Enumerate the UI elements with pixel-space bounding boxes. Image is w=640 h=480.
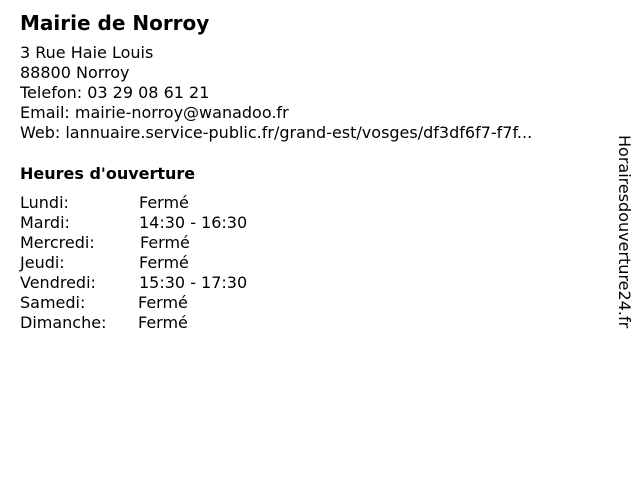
email-address: Email: mairie-norroy@wanadoo.fr xyxy=(20,103,289,122)
website-link[interactable]: Web: lannuaire.service-public.fr/grand-est/vosges/df3df6f7-f7f... xyxy=(20,123,533,142)
hours-value: Fermé xyxy=(139,253,189,272)
phone-number: Telefon: 03 29 08 61 21 xyxy=(20,83,210,102)
hours-value: 14:30 - 16:30 xyxy=(139,213,248,232)
address-block xyxy=(20,43,532,143)
hours-value: Fermé xyxy=(138,313,188,332)
hours-row-wednesday xyxy=(20,233,320,253)
brand-watermark: Horairesdouverture24.fr xyxy=(615,135,634,329)
hours-heading: Heures d'ouverture xyxy=(20,164,196,183)
hours-value: Fermé xyxy=(140,233,190,252)
street-address: 3 Rue Haie Louis xyxy=(20,43,154,62)
city-postal: 88800 Norroy xyxy=(20,63,130,82)
hours-value: 15:30 - 17:30 xyxy=(139,273,248,292)
hours-row-tuesday xyxy=(20,213,320,233)
page-title: Mairie de Norroy xyxy=(20,11,210,35)
day-label: Vendredi: xyxy=(20,273,96,292)
hours-row-saturday xyxy=(20,293,320,313)
day-label: Mercredi: xyxy=(20,233,95,252)
day-label: Mardi: xyxy=(20,213,70,232)
day-label: Samedi: xyxy=(20,293,86,312)
hours-row-sunday xyxy=(20,313,320,333)
hours-value: Fermé xyxy=(138,293,188,312)
opening-hours-list xyxy=(20,193,320,333)
day-label: Dimanche: xyxy=(20,313,107,332)
day-label: Lundi: xyxy=(20,193,69,212)
hours-row-monday xyxy=(20,193,320,213)
hours-row-friday xyxy=(20,273,320,293)
hours-value: Fermé xyxy=(139,193,189,212)
hours-row-thursday xyxy=(20,253,320,273)
day-label: Jeudi: xyxy=(20,253,65,272)
